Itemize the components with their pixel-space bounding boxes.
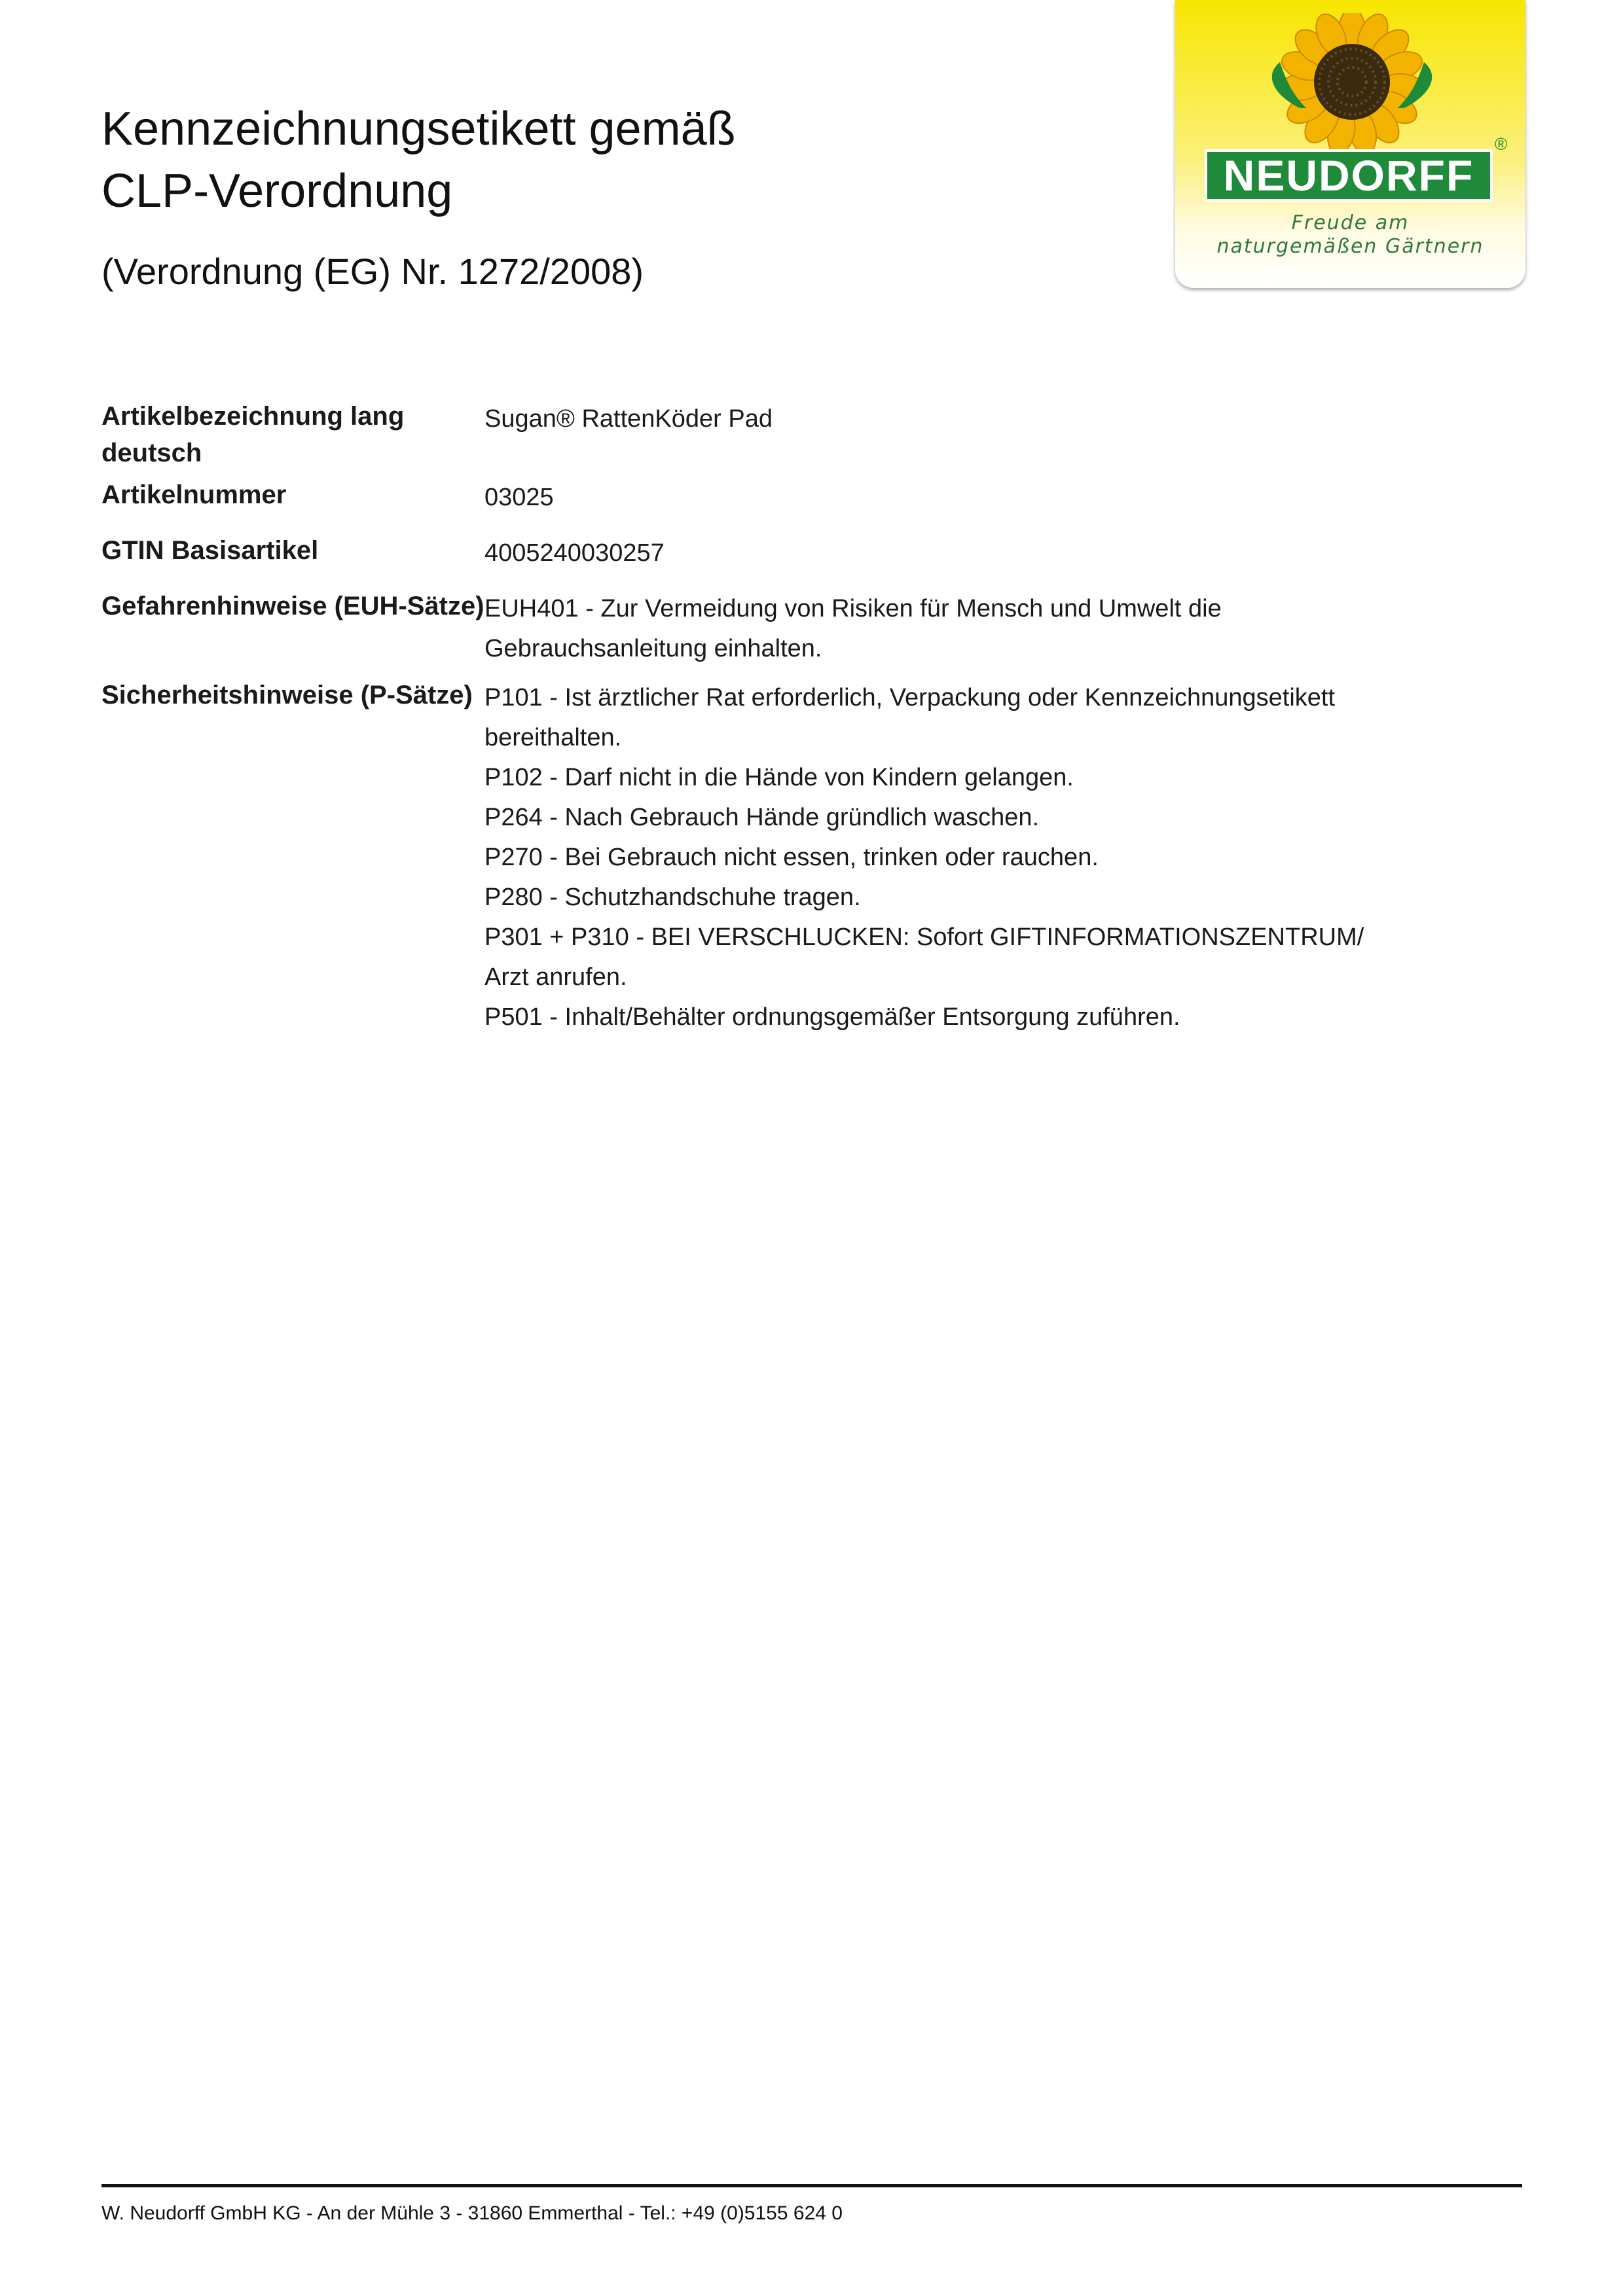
footer-address: W. Neudorff GmbH KG - An der Mühle 3 - 31860 Emmerthal - Tel.: +49 (0)5155 624 0 xyxy=(101,2202,843,2224)
row-article-name xyxy=(101,398,1398,471)
slogan-line-2: naturgemäßen Gärtnern xyxy=(1216,235,1484,258)
neudorff-logo xyxy=(1175,0,1525,288)
sunflower-icon xyxy=(1254,13,1450,157)
row-gtin xyxy=(101,532,1398,573)
hazard-statement: EUH401 - Zur Vermeidung von Risiken für Mensch und Umwelt die Gebrauchsanleitung einhalten. xyxy=(484,595,1222,662)
safety-statement-p270: P270 - Bei Gebrauch nicht essen, trinken oder rauchen. xyxy=(484,844,1099,871)
label-article-number: Artikelnummer xyxy=(101,480,287,509)
title-line-2: CLP-Verordnung xyxy=(101,165,453,217)
registered-mark: ® xyxy=(1495,134,1508,154)
title-line-1: Kennzeichnungsetikett gemäß xyxy=(101,103,736,155)
footer-divider xyxy=(101,2184,1522,2187)
slogan-line-1: Freude am xyxy=(1291,211,1410,234)
brand-name: NEUDORFF xyxy=(1205,149,1493,202)
label-gtin: GTIN Basisartikel xyxy=(101,536,319,565)
value-article-number: 03025 xyxy=(484,484,554,511)
value-hazard-statements xyxy=(484,588,1398,669)
row-article-number xyxy=(101,476,1398,518)
safety-statement-p102: P102 - Darf nicht in die Hände von Kindern gelangen. xyxy=(484,764,1074,791)
value-safety-statements xyxy=(484,677,1398,1037)
safety-statement-p101: P101 - Ist ärztlicher Rat erforderlich, Verpackung oder Kennzeichnungsetikett bereithalten. xyxy=(484,684,1336,751)
safety-statement-p280: P280 - Schutzhandschuhe tragen. xyxy=(484,884,861,911)
row-safety-statements xyxy=(101,677,1398,1037)
row-hazard-statements xyxy=(101,588,1398,669)
label-data-table xyxy=(101,398,1398,1037)
safety-statement-p501: P501 - Inhalt/Behälter ordnungsgemäßer Entsorgung zuführen. xyxy=(484,1003,1180,1031)
title-block xyxy=(101,98,736,295)
label-article-name: Artikelbezeichnung lang deutsch xyxy=(101,402,405,467)
value-article-name: Sugan® RattenKöder Pad xyxy=(484,405,773,433)
page-subtitle: (Verordnung (EG) Nr. 1272/2008) xyxy=(101,251,644,292)
value-gtin: 4005240030257 xyxy=(484,539,665,567)
safety-statement-p301-p310: P301 + P310 - BEI VERSCHLUCKEN: Sofort GIFTINFORMATIONSZENTRUM/ Arzt anrufen. xyxy=(484,924,1364,991)
safety-statement-p264: P264 - Nach Gebrauch Hände gründlich waschen. xyxy=(484,804,1040,831)
page-title xyxy=(101,98,736,223)
label-safety-statements: Sicherheitshinweise (P-Sätze) xyxy=(101,681,473,709)
label-hazard-statements: Gefahrenhinweise (EUH-Sätze) xyxy=(101,592,484,620)
